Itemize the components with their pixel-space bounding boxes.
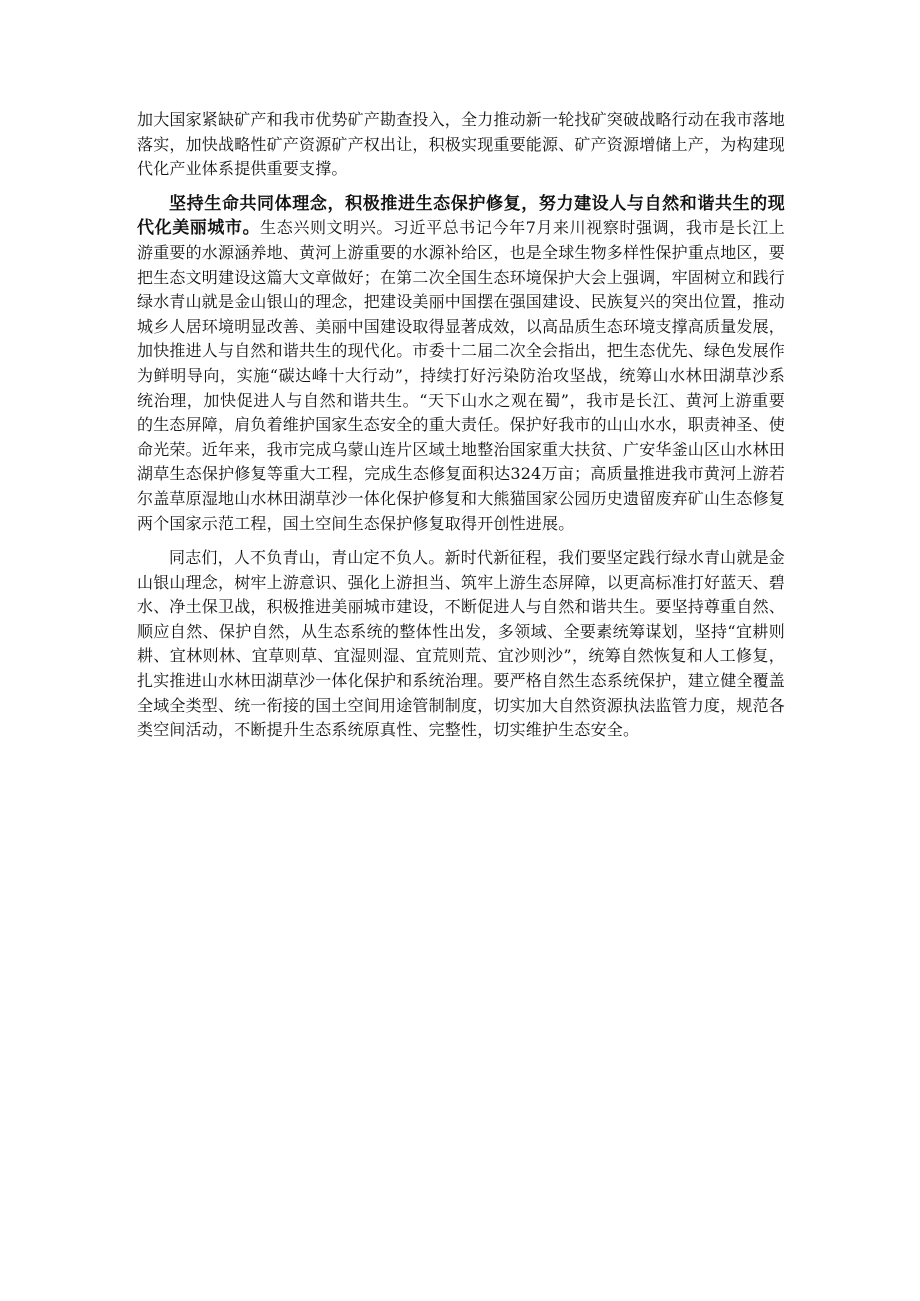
document-body (137, 108, 785, 753)
paragraph-2-text: 生态兴则文明兴。习近平总书记今年7月来川视察时强调，我市是长江上游重要的水源涵养地、黄河上游重要的水源补给区，也是全球生物多样性保护重点地区，要把生态文明建设这篇大文章做好；在第二次全国生态环境保护大会上强调，牢固树立和践行绿水青山就是金山银山的理念，把建设美丽中国摆在强国建设、民族复兴的突出位置，推动城乡人居环境明显改善、美丽中国建设取得显著成效，以高品质生态环境支撑高质量发展，加快推进人与自然和谐共生的现代化。市委十二届二次全会指出，把生态优先、绿色发展作为鲜明导向，实施“碳达峰十大行动”，持续打好污染防治攻坚战，统筹山水林田湖草沙系统治理，加快促进人与自然和谐共生。“天下山水之观在蜀”，我市是长江、黄河上游重要的生态屏障，肩负着维护国家生态安全的重大责任。保护好我市的山山水水，职责神圣、使命光荣。近年来，我市完成乌蒙山连片区域土地整治国家重大扶贫、广安华釜山区山水林田湖草生态保护修复等重大工程，完成生态修复面积达324万亩；高质量推进我市黄河上游若尔盖草原湿地山水林田湖草沙一体化保护修复和大熊猫国家公园历史遗留废弃矿山生态修复两个国家示范工程，国土空间生态保护修复取得开创性进展。 (137, 218, 786, 533)
paragraph-1-text: 加大国家紧缺矿产和我市优势矿产勘查投入，全力推动新一轮找矿突破战略行动在我市落地落实，加快战略性矿产资源矿产权出让，积极实现重要能源、矿产资源增储上产，为构建现代化产业体系提供重要支撑。 (137, 110, 786, 179)
paragraph-1 (137, 108, 785, 182)
paragraph-2-lead: 坚持生命共同体理念，积极推进生态保护修复，努力建设人与自然和谐共生的现代化美丽城市。 (137, 193, 785, 239)
paragraph-2 (137, 192, 785, 536)
paragraph-3-text: 同志们，人不负青山，青山定不负人。新时代新征程，我们要坚定践行绿水青山就是金山银山理念，树牢上游意识、强化上游担当、筑牢上游生态屏障，以更高标准打好蓝天、碧水、净土保卫战，积极推进美丽城市建设，不断促进人与自然和谐共生。要坚持尊重自然、顺应自然、保护自然，从生态系统的整体性出发，多领域、全要素统筹谋划，坚持“宜耕则耕、宜林则林、宜草则草、宜湿则湿、宜荒则荒、宜沙则沙”，统筹自然恢复和人工修复，扎实推进山水林田湖草沙一体化保护和系统治理。要严格自然生态系统保护，建立健全覆盖全域全类型、统一衔接的国土空间用途管制制度，切实加大自然资源执法监管力度，规范各类空间活动，不断提升生态系统原真性、完整性，切实维护生态安全。 (137, 548, 786, 740)
paragraph-3 (137, 546, 785, 743)
